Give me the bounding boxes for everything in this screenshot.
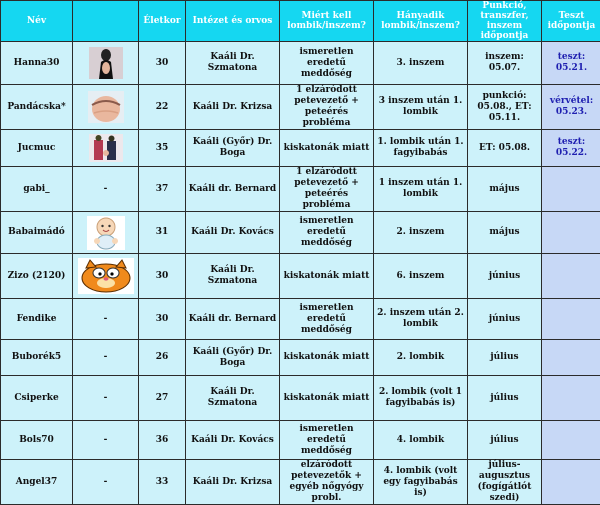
clinic-doctor-cell: Kaáli Dr. Szmatona [186, 42, 279, 84]
name-cell: Csiperke [1, 376, 72, 420]
table-row [1, 460, 600, 504]
table-row [1, 299, 600, 339]
procedure-date-cell: ET: 05.08. [468, 130, 541, 166]
attempt-cell: 4. lombik [374, 421, 467, 459]
attempt-cell: 1 inszem után 1. lombik [374, 167, 467, 211]
age-cell: 27 [139, 376, 185, 420]
reason-cell: kiskatonák miatt [280, 254, 373, 298]
header-intezet: Intézet és orvos [186, 1, 279, 41]
clinic-doctor-cell: Kaáli Dr. Szmatona [186, 254, 279, 298]
reason-cell: 1 elzáródott petevezető + peteérés probléma [280, 85, 373, 129]
test-date-cell [542, 299, 600, 339]
test-date-cell [542, 212, 600, 253]
name-cell: Pandácska* [1, 85, 72, 129]
name-cell: Buborék5 [1, 340, 72, 375]
reason-cell: ismeretlen eredetű meddőség [280, 42, 373, 84]
attempt-cell: 6. inszem [374, 254, 467, 298]
garfield-cartoon-icon [78, 272, 134, 282]
photo-cell: - [73, 167, 138, 211]
table-row [1, 376, 600, 420]
age-cell: 30 [139, 42, 185, 84]
clinic-doctor-cell: Kaáli Dr. Kovács [186, 421, 279, 459]
table-row [1, 254, 600, 298]
age-cell: 36 [139, 421, 185, 459]
header-miert: Miért kell lombik/inszem? [280, 1, 373, 41]
photo-cell: - [73, 421, 138, 459]
table-row [1, 42, 600, 84]
procedure-date-cell: június [468, 299, 541, 339]
attempt-cell: 2. inszem után 2. lombik [374, 299, 467, 339]
photo-cell [73, 42, 138, 84]
table-row [1, 85, 600, 129]
test-date-cell [542, 460, 600, 504]
attempt-cell: 3 inszem után 1. lombik [374, 85, 467, 129]
reason-cell: ismeretlen eredetű meddőség [280, 421, 373, 459]
age-cell: 31 [139, 212, 185, 253]
reason-cell: ismeretlen eredetű meddőség [280, 299, 373, 339]
header-photo [73, 1, 138, 41]
test-date-cell [542, 167, 600, 211]
header-row [1, 1, 600, 41]
age-cell: 30 [139, 299, 185, 339]
procedure-date-cell: június [468, 254, 541, 298]
name-cell: Fendike [1, 299, 72, 339]
photo-cell [73, 254, 138, 298]
test-date-cell [542, 254, 600, 298]
reason-cell: ismeretlen eredetű meddőség [280, 212, 373, 253]
reason-cell: kiskatonák miatt [280, 376, 373, 420]
table-row [1, 421, 600, 459]
age-cell: 26 [139, 340, 185, 375]
procedure-date-cell: punkció: 05.08., ET: 05.11. [468, 85, 541, 129]
test-date-cell [542, 340, 600, 375]
clinic-doctor-cell: Kaáli dr. Bernard [186, 299, 279, 339]
table-row [1, 340, 600, 375]
test-date-cell [542, 421, 600, 459]
photo-cell [73, 212, 138, 253]
baby-cartoon-icon [87, 228, 125, 238]
age-cell: 22 [139, 85, 185, 129]
name-cell: gabi_ [1, 167, 72, 211]
clinic-doctor-cell: Kaáli Dr. Szmatona [186, 376, 279, 420]
photo-cell: - [73, 460, 138, 504]
name-cell: Zizo (2120) [1, 254, 72, 298]
test-date-cell [542, 376, 600, 420]
woman-silhouette-icon [89, 59, 123, 69]
photo-cell [73, 85, 138, 129]
procedure-date-cell: július [468, 421, 541, 459]
photo-cell [73, 130, 138, 166]
clinic-doctor-cell: Kaáli Dr. Krizsa [186, 460, 279, 504]
photo-cell: - [73, 340, 138, 375]
table-row [1, 212, 600, 253]
procedure-date-cell: július-augusztus (fogígátlót szedi) [468, 460, 541, 504]
attempt-cell: 1. lombik után 1. fagyibabás [374, 130, 467, 166]
reason-cell: 1 elzáródott petevezető + peteérés probléma [280, 167, 373, 211]
clinic-doctor-cell: Kaáli Dr. Kovács [186, 212, 279, 253]
table-row [1, 167, 600, 211]
reason-cell: elzáródott petevezetők + egyéb nőgyógy probl. [280, 460, 373, 504]
name-cell: Babaimádó [1, 212, 72, 253]
clinic-doctor-cell: Kaáli (Győr) Dr. Boga [186, 340, 279, 375]
photo-cell: - [73, 299, 138, 339]
attempt-cell: 2. lombik [374, 340, 467, 375]
name-cell: Angel37 [1, 460, 72, 504]
procedure-date-cell: május [468, 167, 541, 211]
test-date-cell: teszt: 05.22. [542, 130, 600, 166]
test-date-cell: teszt: 05.21. [542, 42, 600, 84]
pregnant-belly-icon [88, 103, 124, 113]
procedure-date-cell: július [468, 376, 541, 420]
clinic-doctor-cell: Kaáli dr. Bernard [186, 167, 279, 211]
attempt-cell: 3. inszem [374, 42, 467, 84]
age-cell: 33 [139, 460, 185, 504]
header-hanyadik: Hányadik lombik/inszem? [374, 1, 467, 41]
header-teszt: Teszt időpontja [542, 1, 600, 41]
age-cell: 30 [139, 254, 185, 298]
test-date-cell: vérvétel: 05.23. [542, 85, 600, 129]
header-nev: Név [1, 1, 72, 41]
procedure-date-cell: július [468, 340, 541, 375]
name-cell: Bols70 [1, 421, 72, 459]
reason-cell: kiskatonák miatt [280, 340, 373, 375]
procedure-date-cell: május [468, 212, 541, 253]
name-cell: Jucmuc [1, 130, 72, 166]
clinic-doctor-cell: Kaáli Dr. Krizsa [186, 85, 279, 129]
header-eletkor: Életkor [139, 1, 185, 41]
table-row [1, 130, 600, 166]
age-cell: 35 [139, 130, 185, 166]
attempt-cell: 4. lombik (volt egy fagyibabás is) [374, 460, 467, 504]
header-punkcio: Punkció, transzfer, inszem időpontja [468, 1, 541, 41]
age-cell: 37 [139, 167, 185, 211]
couple-walking-icon [89, 144, 123, 154]
clinic-doctor-cell: Kaáli (Győr) Dr. Boga [186, 130, 279, 166]
attempt-cell: 2. inszem [374, 212, 467, 253]
attempt-cell: 2. lombik (volt 1 fagyibabás is) [374, 376, 467, 420]
photo-cell: - [73, 376, 138, 420]
name-cell: Hanna30 [1, 42, 72, 84]
reason-cell: kiskatonák miatt [280, 130, 373, 166]
procedure-date-cell: inszem: 05.07. [468, 42, 541, 84]
